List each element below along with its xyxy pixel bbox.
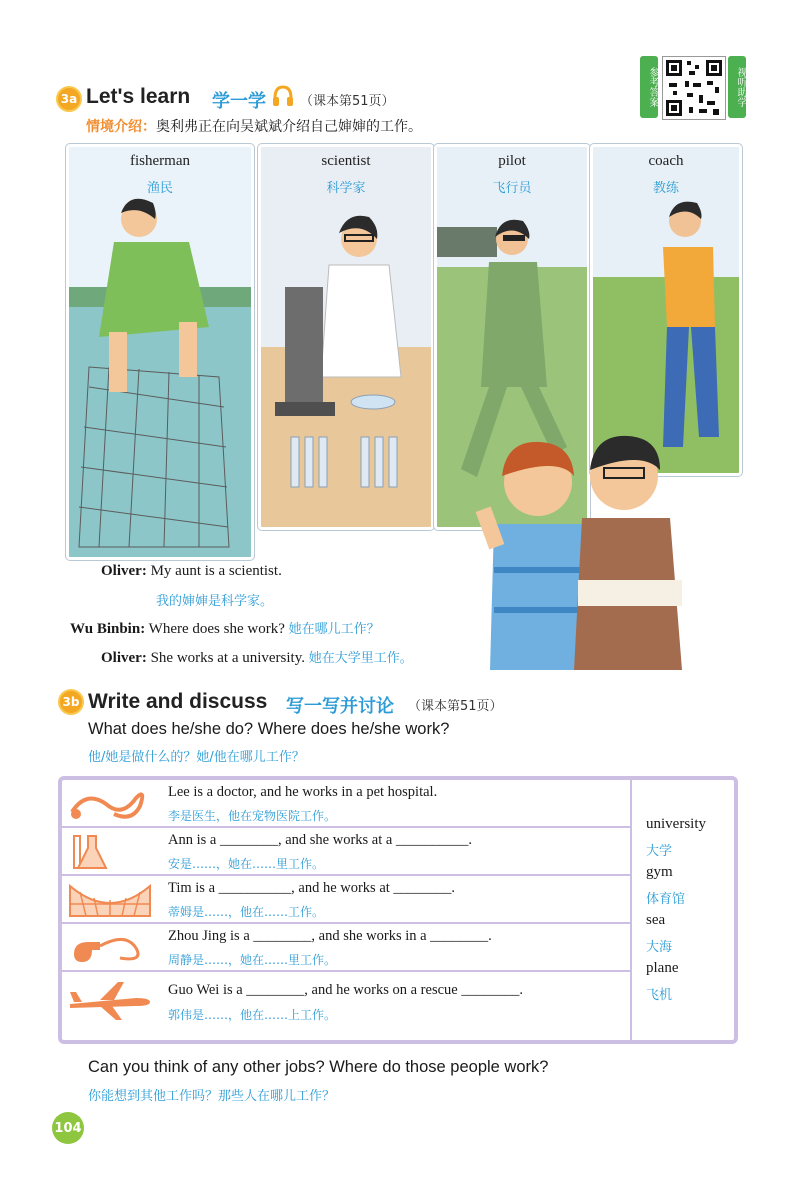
word-bank-translation: 飞机 bbox=[646, 988, 673, 1003]
fisherman-illustration bbox=[69, 147, 251, 557]
panel-label-en: coach bbox=[648, 153, 684, 169]
section-title: Let's learn bbox=[86, 85, 191, 108]
speaker-name: Oliver: bbox=[101, 650, 147, 666]
row-translation: 周静是……，她在……里工作。 bbox=[168, 953, 337, 967]
whistle-icon bbox=[66, 928, 154, 968]
table-row bbox=[62, 972, 630, 1034]
row-translation: 郭伟是……，他在……上工作。 bbox=[168, 1008, 337, 1022]
qr-code-icon bbox=[662, 56, 726, 120]
footer-question: Can you think of any other jobs? Where do those people work? bbox=[88, 1058, 549, 1076]
stethoscope-icon bbox=[66, 784, 154, 824]
word-bank-word: sea bbox=[646, 912, 666, 928]
row-sentence[interactable]: Zhou Jing is a ________, and she works in a ________. bbox=[168, 928, 492, 944]
word-bank-word: university bbox=[646, 816, 706, 832]
row-sentence: Lee is a doctor, and he works in a pet hospital. bbox=[168, 784, 438, 800]
boys-illustration bbox=[470, 420, 710, 670]
page-reference: （课本第51页） bbox=[408, 699, 503, 714]
airplane-icon bbox=[66, 980, 154, 1020]
exercise-table bbox=[58, 776, 738, 1044]
panel-fisherman bbox=[66, 144, 254, 560]
table-divider bbox=[630, 780, 632, 1040]
dialogue-text: My aunt is a scientist. bbox=[150, 563, 282, 579]
dialogue-line bbox=[101, 647, 413, 667]
panel-scientist bbox=[258, 144, 434, 530]
row-translation: 李是医生，他在宠物医院工作。 bbox=[168, 809, 337, 823]
lab-flask-icon bbox=[66, 832, 154, 872]
intro-label: 情境介绍： bbox=[86, 119, 156, 135]
word-bank-word: gym bbox=[646, 864, 673, 880]
word-bank-translation: 大海 bbox=[646, 940, 673, 955]
dialogue-translation: 她在哪儿工作？ bbox=[288, 622, 380, 637]
dialogue-line bbox=[70, 618, 380, 638]
panel-label-en: fisherman bbox=[130, 153, 190, 169]
row-translation: 安是……，她在……里工作。 bbox=[168, 857, 325, 871]
panel-label-zh: 科学家 bbox=[326, 181, 366, 196]
row-sentence[interactable]: Guo Wei is a ________, and he works on a rescue ________. bbox=[168, 982, 523, 998]
panel-label-en: scientist bbox=[321, 153, 371, 169]
speaker-name: Wu Binbin: bbox=[70, 621, 146, 637]
table-row bbox=[62, 876, 630, 924]
word-bank-word: plane bbox=[646, 960, 679, 976]
table-row bbox=[62, 828, 630, 876]
word-bank-translation: 体育馆 bbox=[646, 892, 686, 907]
section-question-cn: 他/她是做什么的？她/他在哪儿工作？ bbox=[88, 750, 305, 765]
row-sentence[interactable]: Tim is a __________, and he works at ________. bbox=[168, 880, 456, 896]
panel-label-zh: 飞行员 bbox=[492, 181, 532, 196]
panel-label-en: pilot bbox=[498, 153, 526, 169]
table-row bbox=[62, 924, 630, 972]
section-title-cn: 写一写并讨论 bbox=[286, 696, 394, 717]
intro-text: 奥利弗正在向吴斌斌介绍自己婶婶的工作。 bbox=[156, 119, 422, 135]
row-sentence[interactable]: Ann is a ________, and she works at a __________. bbox=[168, 832, 473, 848]
footer-question-cn: 你能想到其他工作吗？那些人在哪儿工作？ bbox=[88, 1089, 336, 1104]
section-title-cn: 学一学 bbox=[212, 91, 266, 112]
dialogue-text: She works at a university. bbox=[150, 650, 305, 666]
word-bank-translation: 大学 bbox=[646, 844, 673, 859]
qr-left-label: 参考答案 bbox=[640, 56, 658, 118]
section-title: Write and discuss bbox=[88, 690, 268, 713]
table-row bbox=[62, 780, 630, 828]
panel-label-zh: 渔民 bbox=[146, 181, 173, 196]
word-bank bbox=[646, 816, 736, 1008]
dialogue-translation: 我的婶婶是科学家。 bbox=[156, 594, 274, 609]
fishing-net-icon bbox=[66, 880, 154, 920]
panel-label-zh: 教练 bbox=[652, 181, 679, 196]
dialogue-translation: 她在大学里工作。 bbox=[308, 651, 413, 666]
qr-right-label: 视听助学 bbox=[728, 56, 746, 118]
context-intro bbox=[86, 116, 422, 136]
speaker-name: Oliver: bbox=[101, 563, 147, 579]
section-badge: 3a bbox=[56, 86, 82, 112]
section-badge: 3b bbox=[58, 689, 84, 715]
qr-code-block[interactable] bbox=[640, 56, 746, 118]
scientist-illustration bbox=[261, 147, 431, 527]
page-reference: （课本第51页） bbox=[300, 94, 395, 109]
section-question: What does he/she do? Where does he/she work? bbox=[88, 720, 450, 738]
dialogue-text: Where does she work? bbox=[148, 621, 285, 637]
dialogue-line bbox=[101, 563, 282, 580]
page-number: 104 bbox=[52, 1112, 84, 1144]
row-translation: 蒂姆是……，他在……工作。 bbox=[168, 905, 325, 919]
headphones-icon[interactable] bbox=[272, 84, 294, 108]
